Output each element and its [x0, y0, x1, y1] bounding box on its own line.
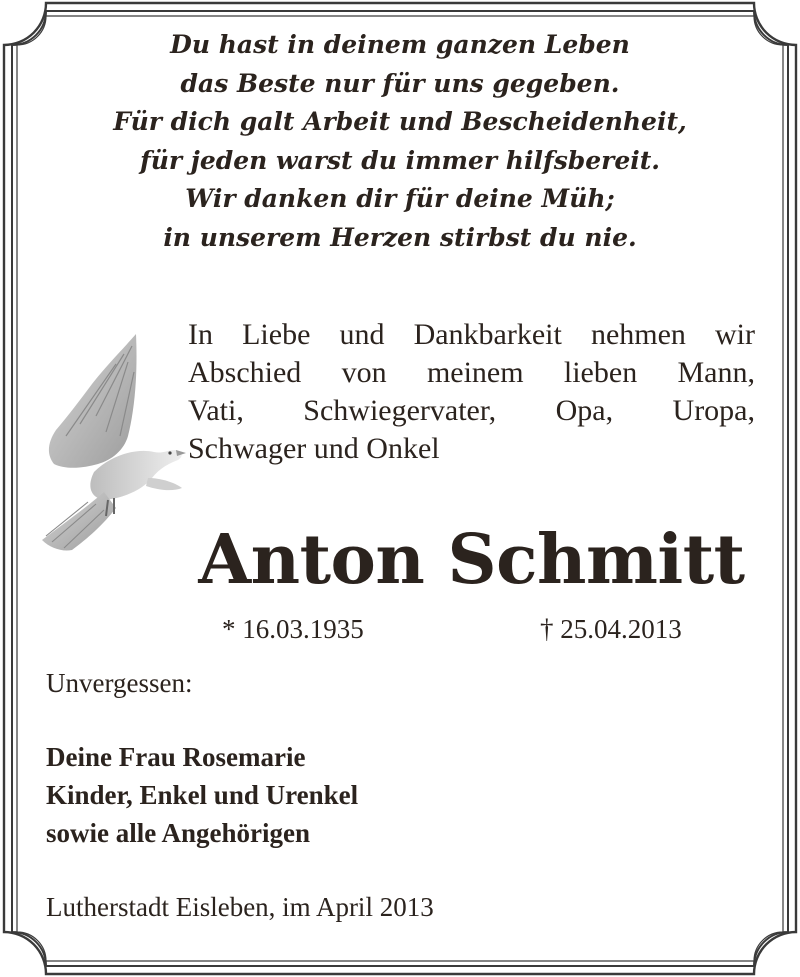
poem-line: das Beste nur für uns gegeben.: [180, 68, 620, 98]
mourners-list: [46, 738, 358, 852]
memorial-poem: [60, 26, 740, 257]
death-date: † 25.04.2013: [540, 614, 682, 644]
poem-line: Wir danken dir für deine Müh;: [185, 184, 615, 213]
mourner-line: Deine Frau Rosemarie: [46, 742, 306, 772]
mourner-line: Kinder, Enkel und Urenkel: [46, 780, 359, 810]
poem-line: in unserem Herzen stirbst du nie.: [163, 222, 637, 252]
poem-line: Du hast in deinem ganzen Leben: [170, 30, 630, 59]
farewell-intro: [188, 316, 755, 468]
poem-line: Für dich galt Arbeit und Bescheidenheit,: [113, 107, 687, 136]
intro-line: Schwager und Onkel: [188, 432, 440, 465]
poem-line: für jeden warst du immer hilfsbereit.: [140, 145, 660, 175]
place-and-date: Lutherstadt Eisleben, im April 2013: [46, 892, 434, 922]
deceased-name: Anton Schmitt: [198, 520, 745, 600]
unvergessen-label: Unvergessen:: [46, 668, 193, 698]
mourner-line: sowie alle Angehörigen: [46, 818, 310, 848]
intro-line: In Liebe und Dankbarkeit nehmen wir: [188, 318, 755, 351]
dove-icon: [36, 332, 186, 564]
intro-line: Vati, Schwiegervater, Opa, Uropa,: [188, 394, 755, 427]
intro-line: Abschied von meinem lieben Mann,: [188, 356, 755, 389]
birth-date: * 16.03.1935: [222, 614, 364, 644]
